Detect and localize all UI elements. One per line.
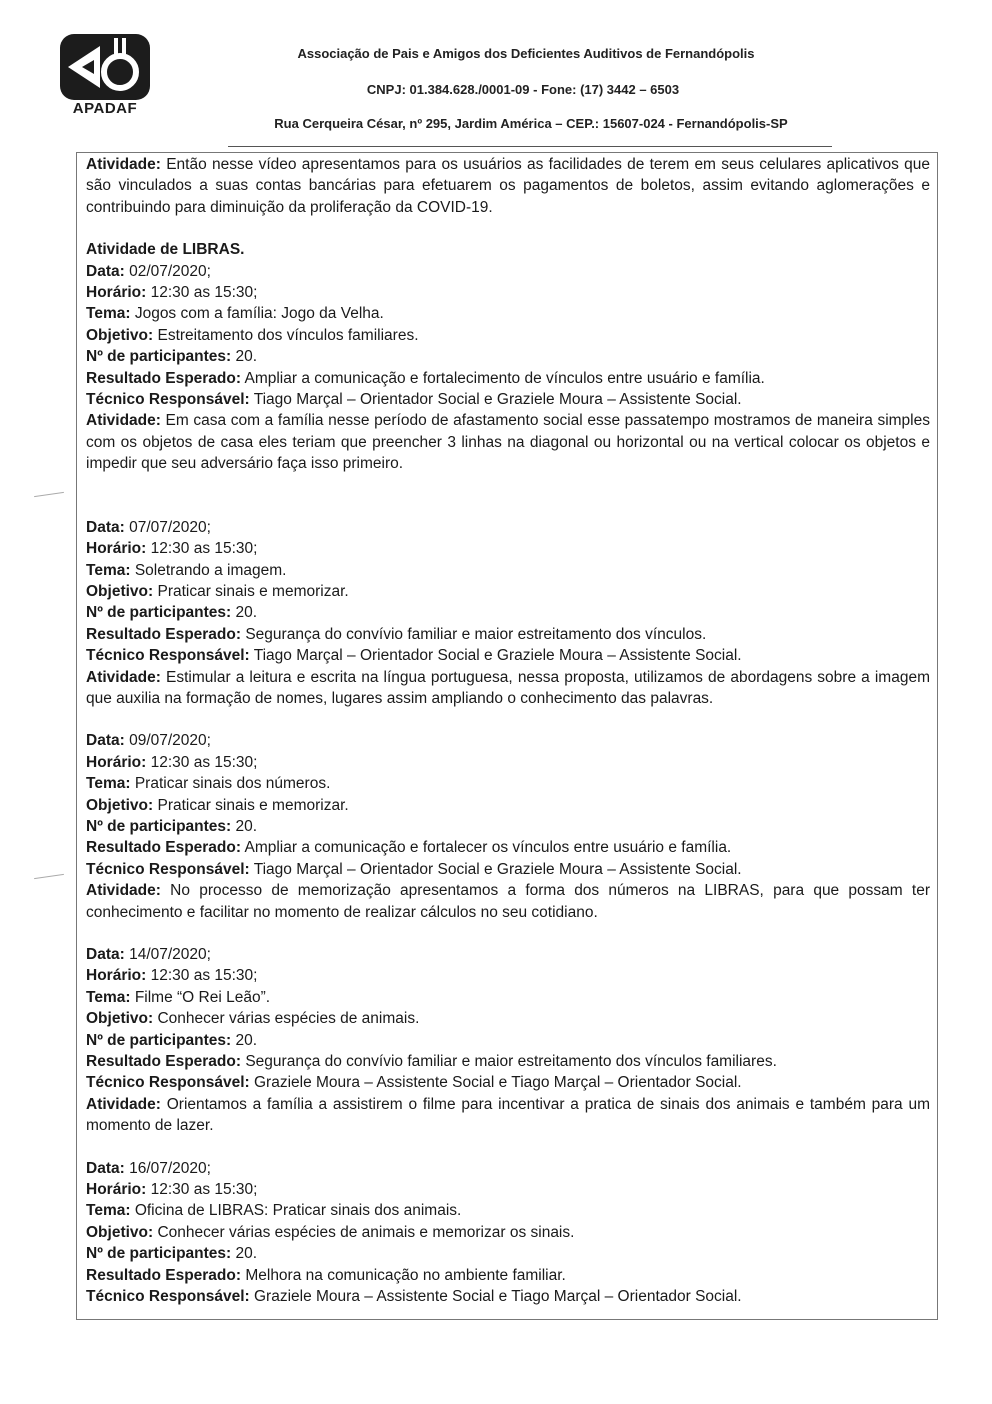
field-label: Objetivo: — [86, 326, 154, 344]
entry-responsible: Tiago Marçal – Orientador Social e Graziele Moura – Assistente Social. — [249, 860, 742, 878]
field-label: Técnico Responsável: — [86, 1074, 250, 1092]
entry-date: 02/07/2020; — [124, 262, 211, 280]
field-label: Objetivo: — [86, 796, 154, 814]
field-label: Objetivo: — [86, 582, 154, 600]
field-label: Objetivo: — [86, 1010, 154, 1028]
field-label: Horário: — [86, 284, 147, 302]
entry-responsible: Tiago Marçal – Orientador Social e Graziele Moura – Assistente Social. — [249, 391, 742, 409]
org-name: Associação de Pais e Amigos dos Deficientes Auditivos de Fernandópolis — [297, 46, 755, 61]
field-label: Técnico Responsável: — [86, 647, 250, 665]
entry-expected-result: Ampliar a comunicação e fortalecimento de vínculos entre usuário e família. — [241, 369, 765, 387]
activity-entry — [86, 261, 930, 475]
entry-date: 14/07/2020; — [124, 946, 211, 963]
field-label: Resultado Esperado: — [86, 369, 242, 387]
entry-time: 12:30 as 15:30; — [146, 1181, 258, 1199]
field-label: Atividade: — [86, 1095, 161, 1113]
entry-responsible: Tiago Marçal – Orientador Social e Graziele Moura – Assistente Social. — [249, 647, 742, 665]
scan-mark — [34, 874, 64, 879]
field-label: Atividade: — [86, 882, 161, 900]
org-address: Rua Cerqueira César, nº 295, Jardim América – CEP.: 15607-024 - Fernandópolis-SP — [274, 116, 788, 131]
entry-activity: No processo de memorização apresentamos a forma dos números na LIBRAS, para que possam ter conhecimento e facilitar no momento de realizar cálculos no seu cotidiano. — [86, 882, 930, 921]
entry-date: 09/07/2020; — [124, 732, 211, 750]
entry-theme: Praticar sinais dos números. — [130, 775, 331, 793]
entry-time: 12:30 as 15:30; — [146, 284, 258, 302]
field-label: Atividade: — [86, 412, 161, 430]
field-label: Resultado Esperado: — [86, 625, 242, 643]
entry-participants: 20. — [231, 604, 258, 622]
field-label: Nº de participantes: — [86, 1245, 232, 1263]
entry-objective: Conhecer várias espécies de animais. — [153, 1010, 420, 1028]
entry-activity: Estimular a leitura e escrita na língua portuguesa, nessa proposta, utilizamos de abordagens sobre a imagem que auxilia na formação de nomes, lugares assim ampliando o conhecimento das palavras. — [86, 668, 930, 707]
entry-objective: Estreitamento dos vínculos familiares. — [153, 326, 419, 344]
entry-activity: Em casa com a família nesse período de afastamento social esse passatempo mostramos de maneira simples com os objetos de casa eles teriam que preencher 3 linhas na diagonal ou horizontal ou na vertical colocar os objetos e impedir que seu adversário faça isso primeiro. — [86, 412, 930, 473]
entry-theme: Oficina de LIBRAS: Praticar sinais dos animais. — [130, 1202, 462, 1220]
field-label: Nº de participantes: — [86, 817, 232, 835]
field-label: Tema: — [86, 1202, 131, 1220]
field-label: Objetivo: — [86, 1223, 154, 1241]
entry-participants: 20. — [231, 817, 258, 835]
entry-theme: Jogos com a família: Jogo da Velha. — [130, 305, 384, 323]
field-label: Nº de participantes: — [86, 1031, 232, 1049]
field-label: Técnico Responsável: — [86, 1288, 250, 1306]
field-label: Atividade: — [86, 668, 161, 686]
entry-participants: 20. — [231, 1031, 258, 1049]
field-label: Atividade: — [86, 156, 161, 173]
field-label: Data: — [86, 518, 125, 536]
section-title: Atividade de LIBRAS. — [86, 241, 245, 259]
entry-objective: Conhecer várias espécies de animais e memorizar os sinais. — [153, 1223, 575, 1241]
field-label: Tema: — [86, 988, 131, 1006]
field-label: Nº de participantes: — [86, 348, 232, 366]
activity-entry — [86, 1158, 930, 1308]
activity-entry — [86, 517, 930, 710]
entry-time: 12:30 as 15:30; — [146, 540, 258, 558]
letterhead — [0, 0, 992, 150]
field-label: Resultado Esperado: — [86, 1053, 242, 1071]
entry-theme: Filme “O Rei Leão”. — [130, 988, 271, 1006]
org-contact: CNPJ: 01.384.628./0001-09 - Fone: (17) 3442 – 6503 — [366, 82, 680, 97]
entry-participants: 20. — [231, 348, 258, 366]
entry-time: 12:30 as 15:30; — [146, 967, 258, 985]
header-divider — [228, 146, 832, 147]
field-value: Então nesse vídeo apresentamos para os usuários as facilidades de terem em seus celulares aplicativos que são vinculados a suas contas bancárias para efetuarem os pagamentos de boletos, assim evitando aglomerações e contribuindo para diminuição da proliferação da COVID-19. — [86, 156, 930, 216]
field-label: Horário: — [86, 753, 147, 771]
entry-date: 07/07/2020; — [124, 518, 211, 536]
report-body — [86, 154, 930, 1308]
entry-theme: Soletrando a imagem. — [130, 561, 287, 579]
intro-activity — [86, 154, 930, 218]
field-label: Horário: — [86, 967, 147, 985]
field-label: Resultado Esperado: — [86, 839, 242, 857]
field-label: Horário: — [86, 1181, 147, 1199]
activity-entry — [86, 944, 930, 1137]
logo-text: APADAF — [72, 100, 138, 117]
field-label: Tema: — [86, 305, 131, 323]
entry-participants: 20. — [231, 1245, 258, 1263]
field-label: Data: — [86, 262, 125, 280]
entry-expected-result: Melhora na comunicação no ambiente familiar. — [241, 1266, 566, 1284]
field-label: Data: — [86, 1159, 125, 1177]
field-label: Data: — [86, 732, 125, 750]
scan-mark — [34, 492, 64, 497]
field-label: Resultado Esperado: — [86, 1266, 242, 1284]
field-label: Data: — [86, 946, 125, 963]
field-label: Nº de participantes: — [86, 604, 232, 622]
entry-responsible: Graziele Moura – Assistente Social e Tiago Marçal – Orientador Social. — [249, 1074, 742, 1092]
entry-expected-result: Segurança do convívio familiar e maior estreitamento dos vínculos familiares. — [241, 1053, 777, 1071]
entry-expected-result: Ampliar a comunicação e fortalecer os vínculos entre usuário e família. — [241, 839, 732, 857]
field-label: Tema: — [86, 561, 131, 579]
activity-entry — [86, 730, 930, 923]
field-label: Técnico Responsável: — [86, 391, 250, 409]
field-label: Tema: — [86, 775, 131, 793]
entry-time: 12:30 as 15:30; — [146, 753, 258, 771]
entry-date: 16/07/2020; — [124, 1159, 211, 1177]
entry-responsible: Graziele Moura – Assistente Social e Tiago Marçal – Orientador Social. — [249, 1288, 742, 1306]
field-label: Horário: — [86, 540, 147, 558]
entry-expected-result: Segurança do convívio familiar e maior estreitamento dos vínculos. — [241, 625, 707, 643]
entry-objective: Praticar sinais e memorizar. — [153, 796, 349, 814]
field-label: Técnico Responsável: — [86, 860, 250, 878]
entry-objective: Praticar sinais e memorizar. — [153, 582, 349, 600]
entry-activity: Orientamos a família a assistirem o filme para incentivar a pratica de sinais dos animais e também para um momento de lazer. — [86, 1095, 930, 1135]
